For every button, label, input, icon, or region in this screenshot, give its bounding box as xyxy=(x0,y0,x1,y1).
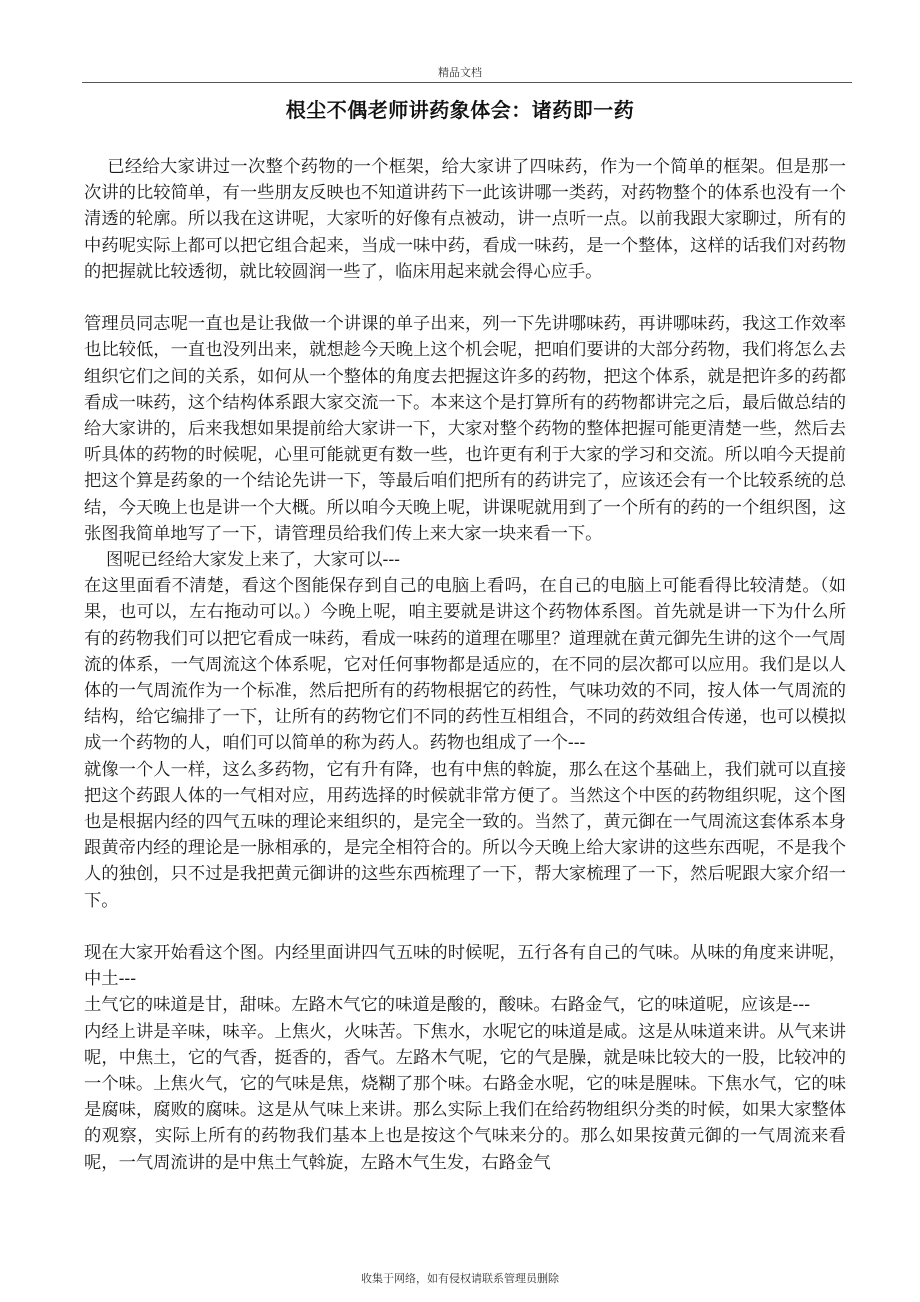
paragraph: 现在大家开始看这个图。内经里面讲四气五味的时候呢，五行各有自己的气味。从味的角度来讲呢，中土--- xyxy=(84,943,846,990)
page-footer-label: 收集于网络，如有侵权请联系管理员删除 xyxy=(361,1272,559,1285)
paragraph-gap xyxy=(84,285,846,311)
paragraph-gap xyxy=(84,914,846,940)
paragraph: 土气它的味道是甘，甜味。左路木气它的味道是酸的，酸味。右路金气，它的味道呢，应该是--- xyxy=(84,995,811,1016)
paragraph: 内经上讲是辛味，味辛。上焦火，火味苦。下焦水，水呢它的味道是咸。这是从味道来讲。从气来讲呢，中焦土，它的气香，挺香的，香气。左路木气呢，它的气是臊，就是味比较大的一股，比较冲的一个味。上焦火气，它的气味是焦，烧糊了那个味。右路金水呢，它的味是腥味。下焦水气，它的味是腐味，腐败的腐味。这是从气味上来讲。那么实际上我们在给药物组织分类的时候，如果大家整体的观察，实际上所有的药物我们基本上也是按这个气味来分的。那么如果按黄元御的一气周流来看呢，一气周流讲的是中焦土气斡旋，左路木气生发，右路金气 xyxy=(84,1021,846,1173)
paragraph: 管理员同志呢一直也是让我做一个讲课的单子出来，列一下先讲哪味药，再讲哪味药，我这工作效率也比较低，一直也没列出来，就想趁今天晚上这个机会呢，把咱们要讲的大部分药物，我们将怎么去组织它们之间的关系，如何从一个整体的角度去把握这许多的药物，把这个体系，就是把许多的药都看成一味药，这个结构体系跟大家交流一下。本来这个是打算所有的药物都讲完之后，最后做总结的给大家讲的，后来我想如果提前给大家讲一下，大家对整个药物的整体把握可能更清楚一些，然后去听具体的药物的时候呢，心里可能就更有数一些，也许更有利于大家的学习和交流。所以咱今天提前把这个算是药象的一个结论先讲一下，等最后咱们把所有的药讲完了，应该还会有一个比较系统的总结，今天晚上也是讲一个大概。所以咱今天晚上呢，讲课呢就用到了一个所有的药的一个组织图，这张图我简单地写了一下，请管理员给我们传上来大家一块来看一下。 xyxy=(84,314,846,544)
page-header-label: 精品文档 xyxy=(438,66,482,79)
paragraph: 已经给大家讲过一次整个药物的一个框架，给大家讲了四味药，作为一个简单的框架。但是那一次讲的比较简单，有一些朋友反映也不知道讲药下一此该讲哪一类药，对药物整个的体系也没有一个清透的轮廓。所以我在这讲呢，大家听的好像有点被动，讲一点听一点。以前我跟大家聊过，所有的中药呢实际上都可以把它组合起来，当成一味中药，看成一味药，是一个整体，这样的话我们对药物的把握就比较透彻，就比较圆润一些了，临床用起来就会得心应手。 xyxy=(84,157,846,282)
paragraph: 就像一个人一样，这么多药物，它有升有降，也有中焦的斡旋，那么在这个基础上，我们就可以直接把这个药跟人体的一气相对应，用药选择的时候就非常方便了。当然这个中医的药物组织呢，这个图也是根据内经的四气五味的理论来组织的，是完全一致的。当然了，黄元御在一气周流这套体系本身跟黄帝内经的理论是一脉相承的，是完全相符合的。所以今天晚上给大家讲的这些东西呢，不是我个人的独创，只不过是我把黄元御讲的这些东西梳理了一下，帮大家梳理了一下，然后呢跟大家介绍一下。 xyxy=(84,759,846,911)
document-title: 根尘不偶老师讲药象体会：诸药即一药 xyxy=(285,98,635,122)
header-divider xyxy=(82,82,852,83)
paragraph: 图呢已经给大家发上来了，大家可以--- xyxy=(84,550,401,571)
paragraph: 在这里面看不清楚，看这个图能保存到自己的电脑上看吗，在自己的电脑上可能看得比较清楚。（如果，也可以，左右拖动可以。）今晚上呢，咱主要就是讲这个药物体系图。首先就是讲一下为什么所有的药物我们可以把它看成一味药，看成一味药的道理在哪里？道理就在黄元御先生讲的这个一气周流的体系，一气周流这个体系呢，它对任何事物都是适应的，在不同的层次都可以应用。我们是以人体的一气周流作为一个标准，然后把所有的药物根据它的药性，气味功效的不同，按人体一气周流的结构，给它编排了一下，让所有的药物它们不同的药性互相组合，不同的药效组合传递，也可以模拟成一个药物的人，咱们可以简单的称为药人。药物也组成了一个--- xyxy=(84,576,846,754)
document-body xyxy=(84,154,846,1176)
